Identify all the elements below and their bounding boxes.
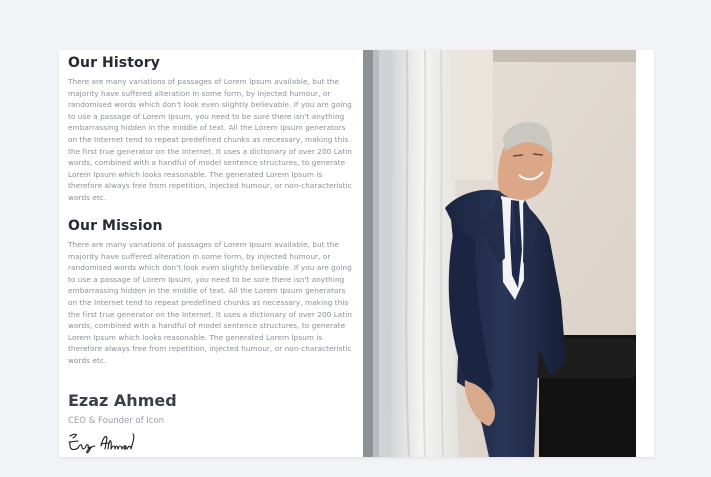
ceo-portrait-photo bbox=[363, 50, 636, 457]
mission-paragraph: There are many variations of passages of Lorem Ipsum available, but the majority have suffered alteration in some form, by injected humour, or randomised words which don't look even slightly believable. If you are going to use a passage of Lorem Ipsum, you need to be sure there isn't anything embarrassing hidden in the middle of text. All the Lorem Ipsum generators on the Internet tend to repeat predefined chunks as necessary, making this the first true generator on the Internet. It uses a dictionary of over 200 Latin words, combined with a handful of model sentence structures, to generate Lorem Ipsum which looks reasonable. The generated Lorem Ipsum is therefore always free from repetition, injected humour, or non-characteristic words etc. bbox=[68, 240, 352, 365]
signature-icon bbox=[67, 430, 137, 456]
founder-role: CEO & Founder of Icon bbox=[68, 416, 165, 426]
founder-name: Ezaz Ahmed bbox=[68, 391, 177, 410]
about-card bbox=[59, 50, 654, 457]
history-paragraph: There are many variations of passages of Lorem Ipsum available, but the majority have suffered alteration in some form, by injected humour, or randomised words which don't look even slightly believable. If you are going to use a passage of Lorem Ipsum, you need to be sure there isn't anything embarrassing hidden in the middle of text. All the Lorem Ipsum generators on the Internet tend to repeat predefined chunks as necessary, making this the first true generator on the Internet. It uses a dictionary of over 200 Latin words, combined with a handful of model sentence structures, to generate Lorem Ipsum which looks reasonable. The generated Lorem Ipsum is therefore always free from repetition, injected humour, or non-characteristic words etc. bbox=[68, 77, 352, 202]
mission-heading: Our Mission bbox=[68, 218, 163, 234]
about-text-column bbox=[59, 50, 363, 457]
history-heading: Our History bbox=[68, 55, 160, 71]
